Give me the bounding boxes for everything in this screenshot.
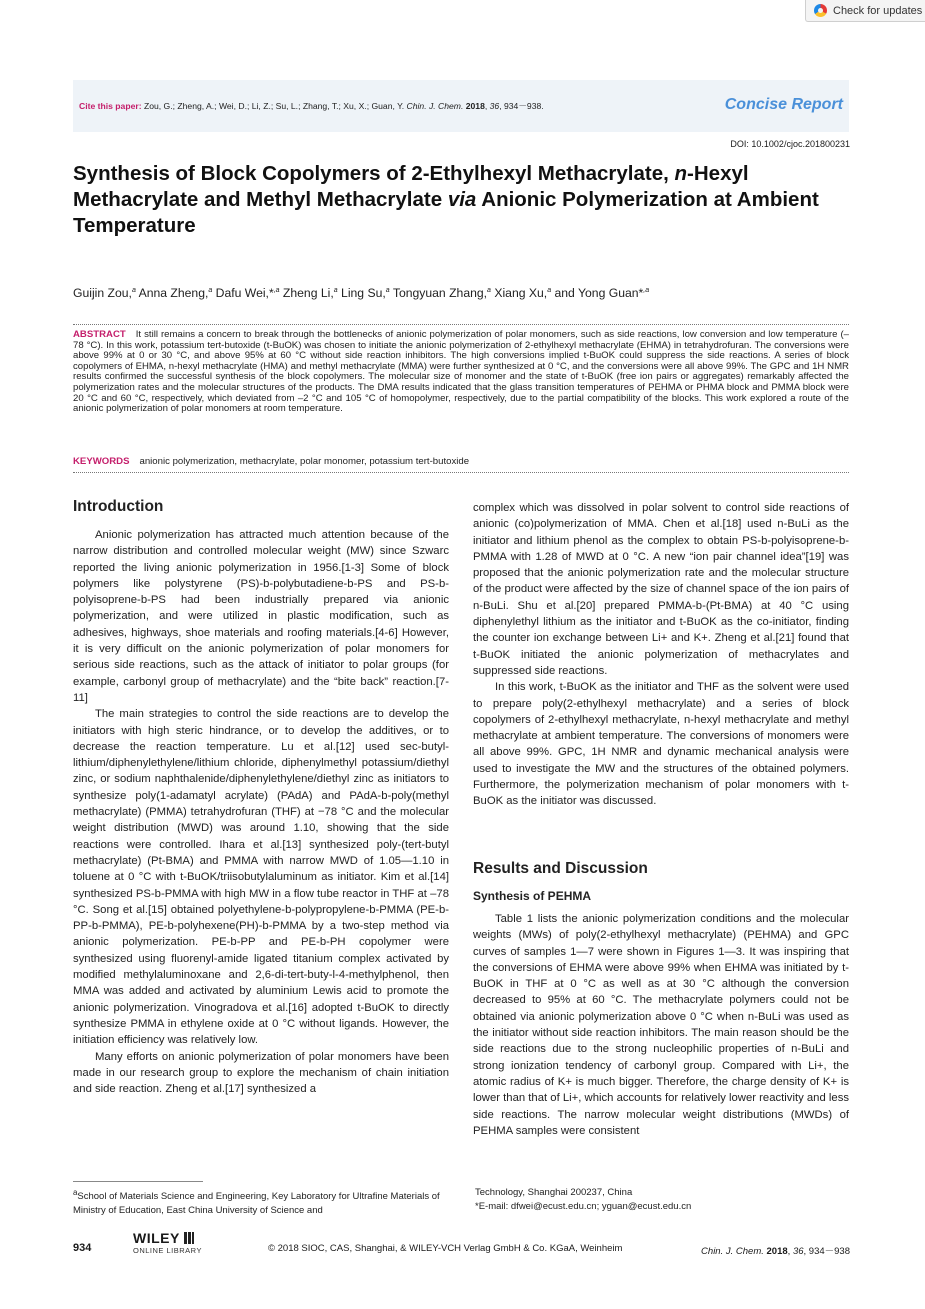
paragraph: The main strategies to control the side reactions are to develop the initiators with high steric hindrance, or to develop the additives, or to decrease the reaction temperature. Lu et al.[12] used sec-butyl-lithium/diphenylethylene/lithium chloride, diphenylmethyl potassium/diethyl zinc, or sodium naphthalenide/diphenylethylene/diethyl zinc as initiators to synthesize poly(1-adamatyl acrylate) (PAdA) and PAdA-b-poly(methyl methacrylate) (PMMA) tetrahydrofuran (THF) at −78 °C and the molecular weight distribution (MWD) was around 1.10, showing that the side reactions were controlled. Ihara et al.[13] synthesized poly-(tert-butyl methacrylate) (Pt-BMA) and PMMA with narrow MWD of 1.05—1.10 in toluene at 0 °C with t-BuOK/triisobutylaluminum as initiator. Kim et al.[14] synthesized PS-b-PMMA with high MW in a flow tube reactor in THF at –78 °C. Song et al.[15] obtained polyethylene-b-polypropylene-b-PMMA (PE-b-PP-b-PMMA), PE-b-polyhexene(PH)-b-PMMA by a two-step method via anionic polymerization. PE-b-PP and PE-b-PH copolymer were synthesized using fluorenyl-amide ligated titanium complex activated by modified methylaluminoxane and 2,6-di-tert-buty-l-4-methylphenol, then MMA was added and activated by aluminium Lewis acid to promote the anionic polymerization. Vinogradova et al.[16] adopted t-BuOK to directly synthesize PMMA in ethylene oxide at 0 °C without ligands. However, the initiation efficiency was relatively low. [73,708,449,1047]
paragraph: complex which was dissolved in polar solvent to control side reactions of anionic (co)polymerization of MMA. Chen et al.[18] used n-BuLi as the initiator and lithium phenol as the complex to obtain PS-b-polyisoprene-b-PMMA with 1.28 of MWD at 0 °C. A new “ion pair channel idea”[19] was proposed that the anionic polymerization rate and the molecular structure of the product were affected by the size of channel space of the ion pairs of n-BuLi. Shu et al.[20] prepared PMMA-b-(Pt-BMA) at 40 °C using diphenylethyl lithium as the initiator and t-BuOK as the co-initiator, finding the counter ion exchange between Li+ and K+. Zheng et al.[21] found that t-BuOK initiated the anionic polymerization of methacrylates and suppressed side reactions. [473,502,849,677]
author: and Yong Guan*$^{,a}$ [554,286,650,300]
citation-box [73,80,849,132]
intro-heading: Introduction [73,498,164,515]
check-for-updates-label: Check for updates [833,4,923,17]
author: Guijin Zou,$^a$ [73,286,136,300]
right-column-intro [473,500,849,810]
paragraph: Anionic polymerization has attracted much attention because of the narrow distribution and controlled molecular weight (MW) since Szwarc reported the living anionic polymerization in 1956.[1-3] Some of block polymers like polystyrene (PS)-b-polybutadiene-b-PS and PS-b-polyisoprene-b-PS had been industrially prepared via anionic polymerization, and were utilized in plastic modification, such as adhesives, highways, shoe materials and roofing materials.[4-6] However, it is very difficult on the anionic polymerization of polar monomers for serious side reactions, such as the attack of initiator to polar groups (for example, carbonyl group of methacrylate) and the “bite back” reaction.[7-11] [73,529,449,704]
abstract-text: It still remains a concern to break through the bottlenecks of anionic polymerization of polar monomers, such as side reactions, low conversion and low temperature (–78 °C). In this work, potassium tert-butoxide (t-BuOK) was chosen to initiate the anionic polymerization of 2-ethylhexyl methacrylate (EHMA) in tetrahydrofuran. The conversions were above 99% at 0 or 30 °C, and above 95% at 60 °C without side reaction inhibitors. The high conversions implied t-BuOK could suppress the side reactions. A series of block copolymers of EHMA, n-hexyl methacrylate (HMA) and methyl methacrylate (MMA) were further synthesized at 0 °C, and the conversions were all above 99%. The GPC and 1H NMR results confirmed the successful synthesis of the block copolymers. The molecular size of monomer and the state of t-BuOK (free ion pairs or aggregates) remarkably affected the polymerization rates and the molecular structures of the products. The DMA results indicated that the glass transition temperatures of PEHMA or PHMA block and PMMA block were 20 °C and 60 °C, respectively, which deviated from –2 °C and 105 °C of homopolymer, respectively, due to the partial compatibility of the blocks. This work explored a route of the anionic polymerization of polar monomers at room temperature. [73,329,849,415]
author: Xiang Xu,$^a$ [494,286,552,300]
doi-link[interactable]: DOI: 10.1002/cjoc.201800231 [730,139,850,149]
book-icon [183,1231,195,1245]
keywords-text: anionic polymerization, methacrylate, polar monomer, potassium tert-butoxide [139,456,470,467]
keywords [73,456,849,467]
abstract-bottom-divider [73,472,849,473]
report-type-label: Concise Report [724,96,843,113]
paragraph: In this work, t-BuOK as the initiator and THF as the solvent were used to prepare poly(2-ethylhexyl methacrylate) and a series of block copolymers of 2-ethylhexyl methacrylate, n-hexyl methacrylate and methyl methacrylate at ambient temperature. The conversions of monomers were all above 99%. GPC, 1H NMR and dynamic mechanical analysis were used to investigate the MW and the structures of the obtained polymers. Furthermore, the polymerization mechanism of polar monomers with t-BuOK as the initiator was discussed. [473,681,849,808]
author: Zheng Li,$^a$ [282,286,338,300]
paper-title: Synthesis of Block Copolymers of 2-Ethylhexyl Methacrylate, n-Hexyl Methacrylate and Methyl Methacrylate via Anionic Polymerization at Ambient Temperature [73,162,819,237]
results-heading: Results and Discussion [473,860,648,877]
wiley-logo: WILEY ONLINE LIBRARY [133,1230,202,1255]
author: Tongyuan Zhang,$^a$ [392,286,491,300]
results-subheading: Synthesis of PEHMA [473,889,592,903]
keywords-label: KEYWORDS [73,456,130,467]
abstract-top-divider [73,324,849,325]
author-list [73,286,853,300]
page-number: 934 [73,1242,92,1254]
check-for-updates-button[interactable] [805,0,925,22]
paragraph: Table 1 lists the anionic polymerization conditions and the molecular weights (MWs) of poly(2-ethylhexyl methacrylate) (PEHMA) and GPC curves of samples 1—7 were shown in Figures 1—3. It was inspiring that the conversions of EHMA were above 99% when EHMA was initiated by t-BuOK in THF at 0 °C as well as at 30 °C although the conversion decreased to 95% at 60 °C. The methacrylate polymers could not be obtained via anionic polymerization above 0 °C when n-BuLi was used as the initiator without side reaction inhibitors. The main reason should be the side reactions due to the strong nucleophilic properties of n-BuLi and strong ionization tendency of carbonyl group. Compared with Li+, the atomic radius of K+ is much bigger. Therefore, the charge density of K+ is lower than that of Li+, which accounts for relatively lower reactivity and less side reactions. The narrow molecular weight distributions (MWDs) of PEHMA samples were consistent [473,913,849,1137]
affiliation-footnote-continued: Technology, Shanghai 200237, China *E-mail: dfwei@ecust.edu.cn; yguan@ecust.edu.cn [475,1186,851,1214]
affiliation-footnote: $^a$School of Materials Science and Engineering, Key Laboratory for Ultrafine Materials of Ministry of Education, East China University of Science and [73,1188,440,1217]
right-column-results [473,911,849,1139]
copyright: © 2018 SIOC, CAS, Shanghai, & WILEY-VCH Verlag GmbH & Co. KGaA, Weinheim [268,1243,623,1254]
citation-text: Cite this paper: Zou, G.; Zheng, A.; Wei, D.; Li, Z.; Su, L.; Zhang, T.; Xu, X.; Guan, Y. Chin. J. Chem. 2018, 36, 934－938. [79,101,544,111]
abstract-label: ABSTRACT [73,329,126,340]
footer-citation: Chin. J. Chem. 2018, 36, 934－938 [701,1246,850,1257]
paragraph: Many efforts on anionic polymerization of polar monomers have been made in our research group to explore the mechanism of chain initiation and side reaction. Zheng et al.[17] synthesized a [73,1050,449,1096]
email-footnote[interactable]: *E-mail: dfwei@ecust.edu.cn; yguan@ecust.edu.cn [475,1201,692,1212]
author: Ling Su,$^a$ [341,286,390,300]
left-column [73,527,449,1097]
author: Dafu Wei,*$^{,a}$ [215,286,280,300]
crossmark-icon [814,4,827,17]
footnote-divider [73,1181,203,1182]
abstract [73,330,849,415]
author: Anna Zheng,$^a$ [138,286,213,300]
